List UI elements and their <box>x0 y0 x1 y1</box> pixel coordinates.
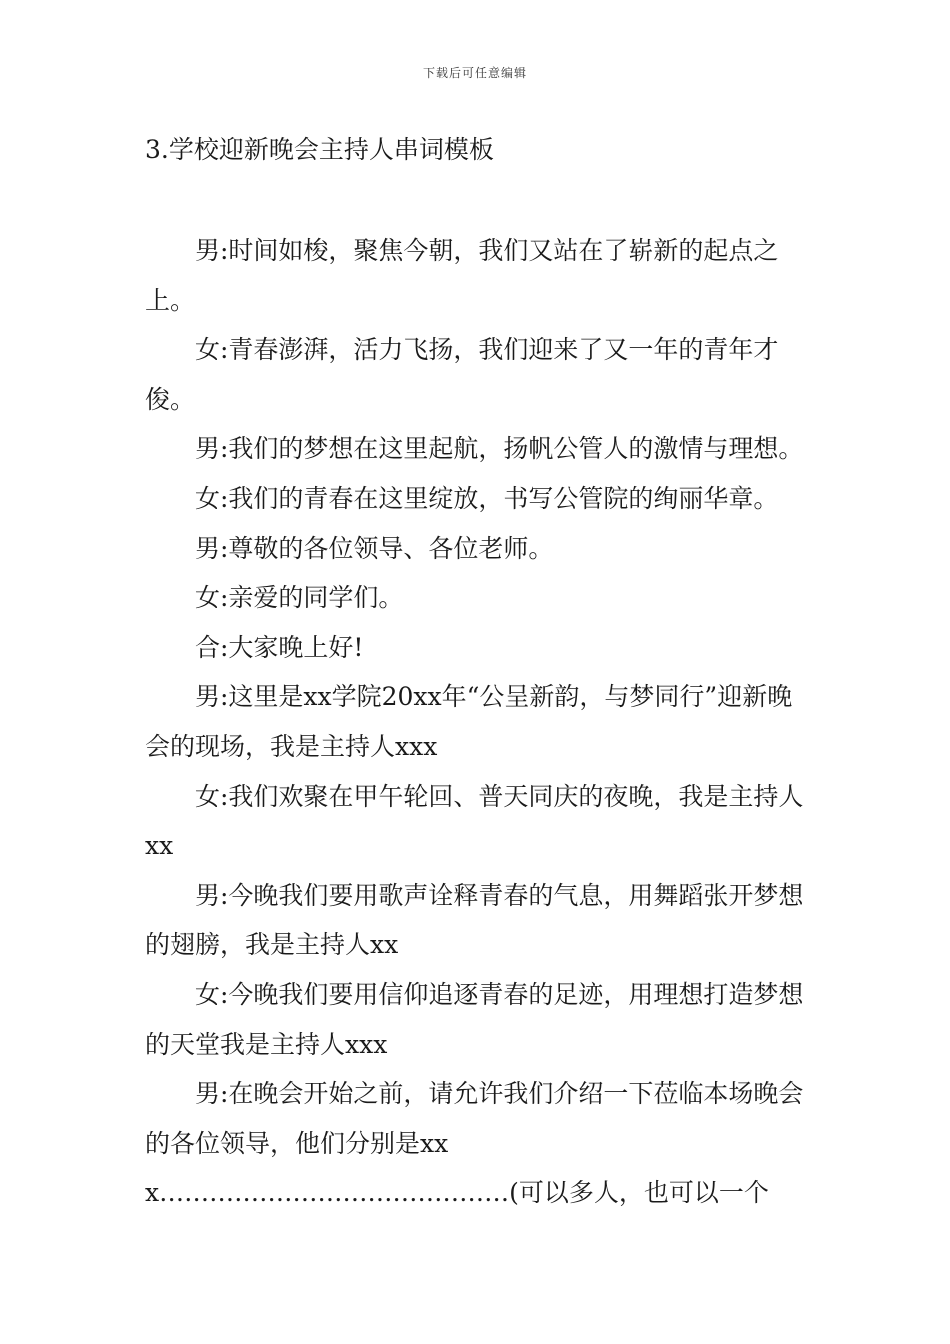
paragraph: 女:我们的青春在这里绽放，书写公管院的绚丽华章。 <box>195 483 779 513</box>
paragraph: 男:尊敬的各位领导、各位老师。 <box>195 533 554 563</box>
paragraph: 合:大家晚上好! <box>195 632 364 662</box>
paragraph: 男:在晚会开始之前，请允许我们介绍一下莅临本场晚会的各位领导，他们分别是xxx……………………………………(可以多人，也可以一个 <box>145 1079 804 1208</box>
paragraph: 女:亲爱的同学们。 <box>195 583 404 613</box>
paragraph: 男:我们的梦想在这里起航，扬帆公管人的激情与理想。 <box>195 434 804 464</box>
document-body <box>145 226 807 1218</box>
paragraph: 男:今晚我们要用歌声诠释青春的气息，用舞蹈张开梦想的翅膀，我是主持人xx <box>145 880 804 960</box>
paragraph: 女:今晚我们要用信仰追逐青春的足迹，用理想打造梦想的天堂我是主持人xxx <box>145 979 804 1059</box>
paragraph: 女:我们欢聚在甲午轮回、普天同庆的夜晚，我是主持人xx <box>145 781 804 861</box>
paragraph: 女:青春澎湃，活力飞扬，我们迎来了又一年的青年才俊。 <box>145 335 779 414</box>
document-title: 3.学校迎新晚会主持人串词模板 <box>145 135 494 164</box>
paragraph: 男:这里是xx学院20xx年“公呈新韵，与梦同行”迎新晚会的现场，我是主持人xxx <box>145 682 793 761</box>
paragraph: 男:时间如梭，聚焦今朝，我们又站在了崭新的起点之上。 <box>145 236 779 315</box>
header-note: 下载后可任意编辑 <box>422 66 527 80</box>
